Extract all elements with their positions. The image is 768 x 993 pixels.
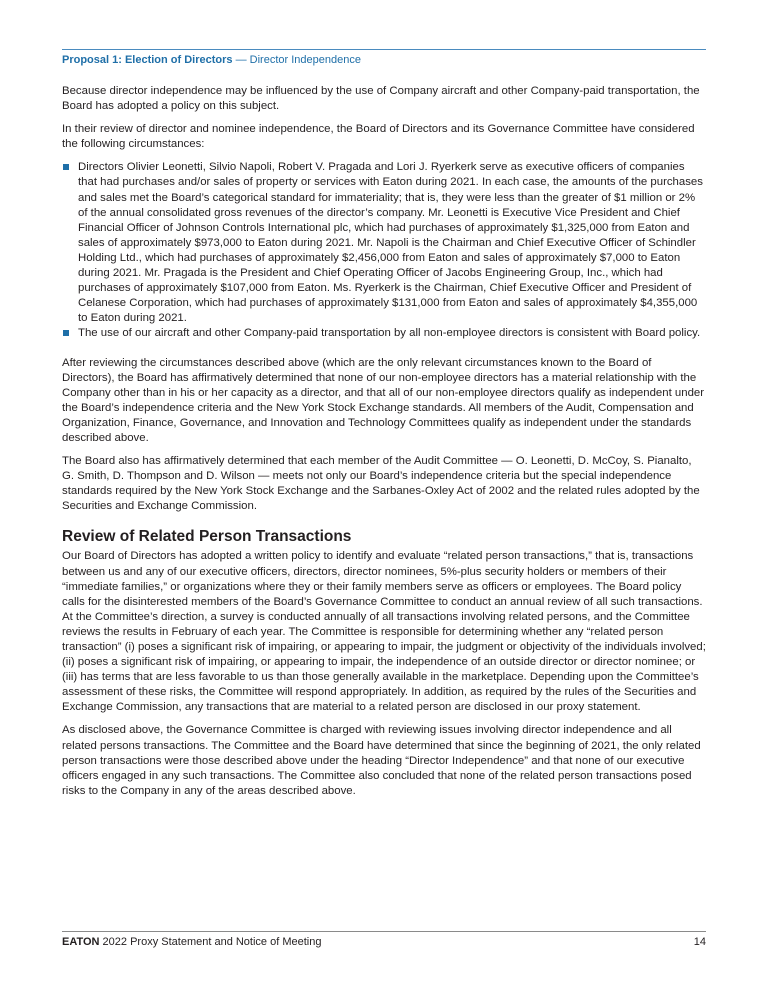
square-bullet-icon: [63, 164, 69, 170]
footer-rule: [62, 931, 706, 932]
page-footer: [62, 936, 706, 948]
page-number: 14: [693, 936, 706, 948]
footer-brand: EATON: [62, 936, 100, 948]
header-subsection: — Director Independence: [232, 54, 361, 66]
square-bullet-icon: [63, 330, 69, 336]
circumstances-list: [62, 160, 706, 341]
list-item-text: Directors Olivier Leonetti, Silvio Napoli, Robert V. Pragada and Lori J. Ryerkerk serve as executive officers of companies that had purchases and/or sales of property or services with Eaton during 2021. In each case, the amounts of the purchases and sales met the Board’s categorical standard for immateriality; that is, they were less than the greater of $1 million or 2% of the annual consolidated gross revenues of the director’s company. Mr. Leonetti is Executive Vice President and Chief Financial Officer of Johnson Controls International plc, which had purchases of approximately $1,325,000 from Eaton and sales of approximately $973,000 to Eaton during 2021. Mr. Napoli is the Chairman and Chief Executive Officer of Schindler Holding Ltd., which had purchases of approximately $2,456,000 from Eaton and sales of approximately $7,000 to Eaton during 2021. Mr. Pragada is the President and Chief Operating Officer of Jacobs Engineering Group, Inc., which had purchases of approximately $107,000 from Eaton. Ms. Ryerkerk is the Chairman, Chief Executive Officer and President of Celanese Corporation, which had purchases of approximately $131,000 from Eaton and sales of approximately $4,355,000 to Eaton during 2021.: [78, 161, 703, 325]
page-body: [62, 84, 706, 807]
list-item-text: The use of our aircraft and other Company-paid transportation by all non-employee directors is consistent with Board policy.: [78, 327, 701, 340]
section-title: Review of Related Person Transactions: [62, 528, 352, 546]
paragraph: In their review of director and nominee independence, the Board of Directors and its Governance Committee have considered the following circumstances:: [62, 123, 695, 151]
footer-title: [62, 936, 321, 948]
list-item: [62, 160, 706, 326]
list-item: [62, 326, 706, 341]
footer-document-title: 2022 Proxy Statement and Notice of Meeting: [99, 936, 322, 948]
paragraph: Our Board of Directors has adopted a written policy to identify and evaluate “related person transactions,” that is, transactions between us and any of our executive officers, directors, director nominees, 5%-plus security holders or members of their “immediate families,” or organizations where they or their family members serve as officers or employees. The Board policy calls for the disinterested members of the Board’s Governance Committee to conduct an annual review of all such transactions. At the Committee’s direction, a survey is conducted annually of all transactions involving related persons, and the Committee reviews the results in February of each year. The Committee is responsible for determining whether any “related person transaction” (i) poses a significant risk of impairing, or appearing to impair, the judgment or objectivity of the individuals involved; (ii) poses a significant risk of impairing, or appearing to impair, the independence of an outside director or director nominee; or (iii) has terms that are less favorable to us than those generally available in the marketplace. Depending upon the Committee’s assessment of these risks, the Committee will respond appropriately. In addition, as required by the rules of the Securities and Exchange Commission, any transactions that are material to a related person are disclosed in our proxy statement.: [62, 550, 706, 714]
running-header: [62, 54, 361, 66]
paragraph: The Board also has affirmatively determined that each member of the Audit Committee — O. Leonetti, D. McCoy, S. Pianalto, G. Smith, D. Thompson and D. Wilson — meets not only our Board’s independence criteria but the special independence standards required by the New York Stock Exchange and the Sarbanes-Oxley Act of 2002 and the related rules adopted by the Securities and Exchange Commission.: [62, 455, 700, 513]
paragraph: Because director independence may be influenced by the use of Company aircraft and other Company-paid transportation, the Board has adopted a policy on this subject.: [62, 85, 700, 113]
header-section: Proposal 1: Election of Directors: [62, 54, 233, 66]
header-rule: [62, 49, 706, 50]
paragraph: After reviewing the circumstances described above (which are the only relevant circumstances known to the Board of Directors), the Board has affirmatively determined that none of our non-employee directors has a material relationship with the Company other than in his or her capacity as a director, and that all of our non-employee directors qualify as independent under the Board’s independence criteria and the New York Stock Exchange standards. All members of the Audit, Compensation and Organization, Finance, Governance, and Innovation and Technology Committees qualify as independent under the standards described above.: [62, 356, 705, 444]
paragraph: As disclosed above, the Governance Committee is charged with reviewing issues involving director independence and all related persons transactions. The Committee and the Board have determined that since the beginning of 2021, the only related person transactions were those described above under the heading “Director Independence” and that none of our executive officers engaged in any such transactions. The Committee also concluded that none of the related person transactions posed risks to the Company in any of the areas described above.: [62, 724, 701, 797]
